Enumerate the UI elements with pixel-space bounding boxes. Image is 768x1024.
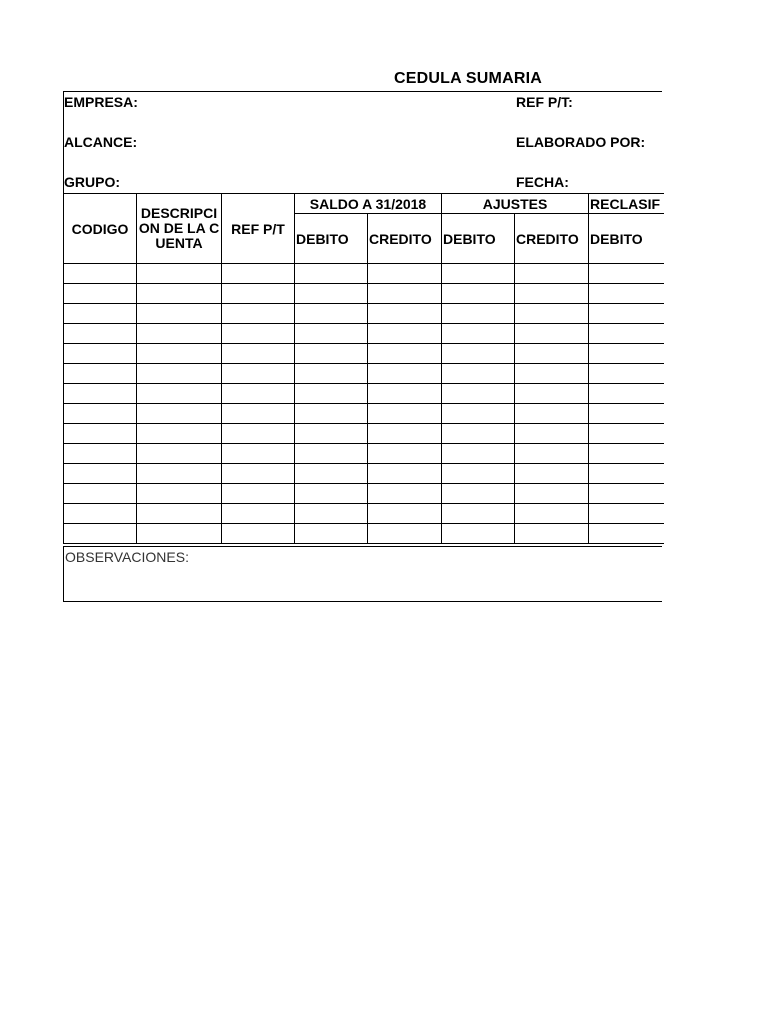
table-cell[interactable] [515,424,589,444]
table-cell[interactable] [589,464,664,484]
table-cell[interactable] [222,444,295,464]
table-cell[interactable] [295,444,368,464]
table-cell[interactable] [222,324,295,344]
table-row [64,524,664,544]
table-cell[interactable] [368,304,442,324]
table-cell[interactable] [442,504,515,524]
table-cell[interactable] [295,524,368,544]
table-cell[interactable] [368,444,442,464]
header-ref-pt: REF P/T [222,194,295,264]
empresa-label: EMPRESA: [64,94,138,110]
table-cell[interactable] [515,364,589,384]
table-cell[interactable] [137,264,222,284]
table-body [64,264,664,544]
fecha-label: FECHA: [516,174,569,190]
table-cell[interactable] [295,364,368,384]
table-row [64,504,664,524]
table-cell[interactable] [442,344,515,364]
header-ajustes: AJUSTES [442,194,589,214]
table-cell[interactable] [222,424,295,444]
table-cell[interactable] [589,404,664,424]
table-cell[interactable] [295,324,368,344]
table-cell[interactable] [442,364,515,384]
table-cell[interactable] [295,264,368,284]
table-row [64,344,664,364]
table-cell[interactable] [515,504,589,524]
summary-table [63,193,664,544]
table-cell[interactable] [64,484,137,504]
table-cell[interactable] [222,384,295,404]
table-cell[interactable] [442,444,515,464]
subheader-credito-saldo: CREDITO [368,214,442,264]
table-cell[interactable] [295,504,368,524]
table-cell[interactable] [515,324,589,344]
table-cell[interactable] [222,364,295,384]
table-cell[interactable] [137,524,222,544]
table-cell[interactable] [589,484,664,504]
table-cell[interactable] [222,464,295,484]
table-cell[interactable] [589,324,664,344]
table-cell[interactable] [137,364,222,384]
table-cell[interactable] [64,304,137,324]
table-row [64,404,664,424]
table-cell[interactable] [64,284,137,304]
table-cell[interactable] [589,384,664,404]
table-cell[interactable] [222,344,295,364]
table-cell[interactable] [442,524,515,544]
table-cell[interactable] [515,464,589,484]
table-cell[interactable] [137,284,222,304]
table-cell[interactable] [589,524,664,544]
table-cell[interactable] [295,484,368,504]
subheader-debito-saldo: DEBITO [295,214,368,264]
table-cell[interactable] [64,404,137,424]
table-cell[interactable] [137,444,222,464]
table-cell[interactable] [64,364,137,384]
table-cell[interactable] [368,324,442,344]
table-cell[interactable] [222,524,295,544]
grupo-label: GRUPO: [64,174,120,190]
table-cell[interactable] [515,444,589,464]
table-cell[interactable] [515,484,589,504]
table-cell[interactable] [64,384,137,404]
table-cell[interactable] [222,504,295,524]
table-cell[interactable] [442,264,515,284]
header-descripcion: DESCRIPCION DE LA CUENTA [137,194,222,264]
alcance-label: ALCANCE: [64,134,138,150]
table-cell[interactable] [368,364,442,384]
table-cell[interactable] [137,384,222,404]
table-cell[interactable] [442,284,515,304]
header-codigo: CODIGO [64,194,137,264]
observaciones-box[interactable] [63,546,662,602]
table-cell[interactable] [589,424,664,444]
table-cell[interactable] [515,284,589,304]
table-cell[interactable] [64,444,137,464]
ref-pt-label: REF P/T: [516,94,573,110]
table-row [64,464,664,484]
table-cell[interactable] [137,424,222,444]
table-cell[interactable] [515,384,589,404]
table-cell[interactable] [222,264,295,284]
subheader-debito-ajustes: DEBITO [442,214,515,264]
table-cell[interactable] [442,484,515,504]
table-cell[interactable] [137,304,222,324]
table-cell[interactable] [589,284,664,304]
table-cell[interactable] [295,424,368,444]
table-row [64,304,664,324]
subheader-credito-ajustes: CREDITO [515,214,589,264]
table-cell[interactable] [368,284,442,304]
table-row [64,364,664,384]
table-cell[interactable] [137,404,222,424]
table-row [64,324,664,344]
table-cell[interactable] [589,344,664,364]
table-cell[interactable] [295,464,368,484]
table-cell[interactable] [589,304,664,324]
table-cell[interactable] [137,344,222,364]
table-cell[interactable] [222,484,295,504]
table-cell[interactable] [515,304,589,324]
table-row [64,484,664,504]
table-cell[interactable] [368,484,442,504]
table-cell[interactable] [368,524,442,544]
table-cell[interactable] [368,264,442,284]
table-cell[interactable] [64,344,137,364]
table-cell[interactable] [64,524,137,544]
table-cell[interactable] [137,504,222,524]
table-row [64,384,664,404]
table-cell[interactable] [295,304,368,324]
table-cell[interactable] [589,444,664,464]
table-cell[interactable] [295,384,368,404]
table-cell[interactable] [442,324,515,344]
header-reclasif: RECLASIF [589,194,664,214]
header-saldo: SALDO A 31/2018 [295,194,442,214]
table-cell[interactable] [368,424,442,444]
table-cell[interactable] [222,304,295,324]
table-cell[interactable] [442,464,515,484]
table-cell[interactable] [589,364,664,384]
table-cell[interactable] [515,524,589,544]
table-cell[interactable] [64,424,137,444]
subheader-debito-reclasif: DEBITO [589,214,664,264]
table-cell[interactable] [137,324,222,344]
table-cell[interactable] [442,384,515,404]
table-cell[interactable] [222,404,295,424]
table-cell[interactable] [295,404,368,424]
elaborado-por-label: ELABORADO POR: [516,134,646,150]
table-cell[interactable] [589,504,664,524]
table-cell[interactable] [137,464,222,484]
table-cell[interactable] [442,404,515,424]
table-cell[interactable] [515,344,589,364]
table-cell[interactable] [64,504,137,524]
table-cell[interactable] [295,284,368,304]
table-cell[interactable] [589,264,664,284]
table-cell[interactable] [64,264,137,284]
table-row [64,264,664,284]
table-cell[interactable] [64,464,137,484]
table-cell[interactable] [295,344,368,364]
page-title: CEDULA SUMARIA [394,70,542,87]
observaciones-label: OBSERVACIONES: [65,549,189,565]
table-cell[interactable] [368,404,442,424]
table-cell[interactable] [222,284,295,304]
table-cell[interactable] [442,304,515,324]
table-cell[interactable] [368,504,442,524]
table-cell[interactable] [515,404,589,424]
table-row [64,424,664,444]
table-cell[interactable] [515,264,589,284]
table-row [64,444,664,464]
table-cell[interactable] [368,464,442,484]
table-cell[interactable] [368,384,442,404]
title-divider [63,91,662,92]
table-cell[interactable] [368,344,442,364]
table-cell[interactable] [137,484,222,504]
table-row [64,284,664,304]
table-cell[interactable] [442,424,515,444]
table-cell[interactable] [64,324,137,344]
